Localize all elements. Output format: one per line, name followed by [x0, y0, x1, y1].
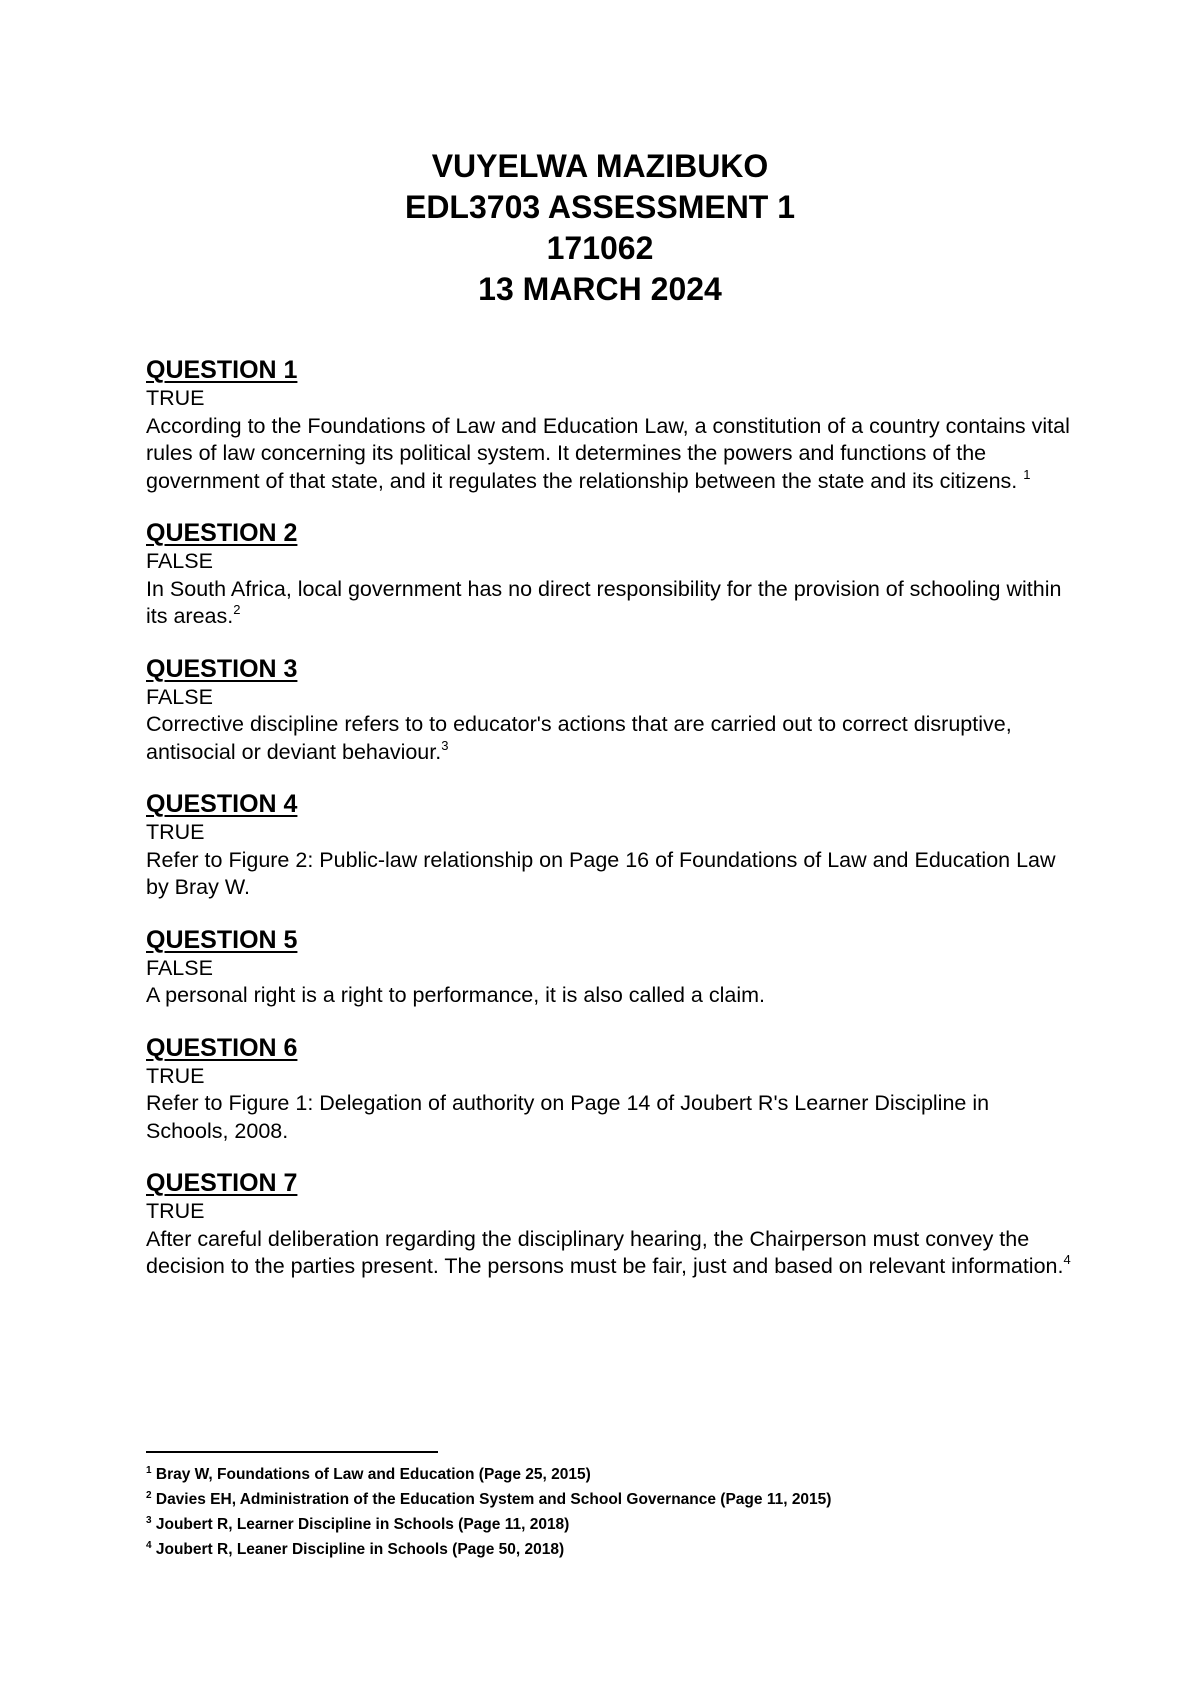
question-2	[146, 518, 1076, 631]
question-answer: FALSE	[146, 684, 213, 709]
student-number: 171062	[546, 230, 654, 266]
explanation-text: In South Africa, local government has no direct responsibility for the provision of schooling within its areas.	[146, 576, 1062, 628]
question-heading: QUESTION 2	[146, 519, 298, 547]
question-answer: FALSE	[146, 955, 213, 980]
explanation-text: Refer to Figure 1: Delegation of authority on Page 14 of Joubert R's Learner Discipline in Schools, 2008.	[146, 1091, 990, 1143]
footnote-text: Davies EH, Administration of the Education System and School Governance (Page 11, 2015)	[151, 1491, 832, 1508]
question-explanation	[146, 413, 1076, 496]
question-answer: TRUE	[146, 386, 205, 410]
question-explanation	[146, 576, 1076, 631]
question-answer: TRUE	[146, 820, 205, 844]
question-heading: QUESTION 7	[146, 1169, 298, 1197]
footnote-3	[146, 1512, 1126, 1537]
assessment-title: EDL3703 ASSESSMENT 1	[404, 189, 796, 225]
footnote-ref: 1	[1023, 466, 1031, 482]
question-explanation	[146, 847, 1076, 902]
question-explanation	[146, 982, 1076, 1010]
explanation-text: Corrective discipline refers to to educator's actions that are carried out to correct disruptive, antisocial or deviant behaviour.	[146, 712, 1012, 764]
question-6	[146, 1033, 1076, 1146]
explanation-text: According to the Foundations of Law and Education Law, a constitution of a country contains vital rules of law concerning its political system. It determines the powers and functions of the government of that state, and it regulates the relationship between the state and its citizens.	[146, 413, 1070, 493]
footnote-number: 4	[146, 1540, 152, 1551]
question-answer: TRUE	[146, 1199, 205, 1223]
footnote-number: 3	[146, 1515, 152, 1526]
footnote-number: 1	[146, 1465, 152, 1476]
question-3	[146, 654, 1076, 767]
footnote-4	[146, 1537, 1126, 1562]
question-explanation	[146, 711, 1076, 766]
question-7	[146, 1168, 1076, 1281]
question-heading: QUESTION 6	[146, 1033, 298, 1062]
footnote-number: 2	[146, 1490, 152, 1501]
question-heading: QUESTION 1	[146, 356, 298, 384]
footnote-2	[146, 1487, 1126, 1512]
footnote-1	[146, 1462, 1126, 1487]
explanation-text: After careful deliberation regarding the disciplinary hearing, the Chairperson must convey the decision to the parties present. The persons must be fair, just and based on relevant information.	[146, 1226, 1064, 1278]
submission-date: 13 MARCH 2024	[478, 271, 722, 307]
explanation-text: A personal right is a right to performance, it is also called a claim.	[146, 983, 766, 1007]
footnote-separator	[146, 1451, 438, 1453]
question-answer: TRUE	[146, 1063, 205, 1088]
question-4	[146, 789, 1076, 902]
question-heading: QUESTION 4	[146, 790, 298, 818]
questions-list	[146, 355, 1076, 1304]
question-answer: FALSE	[146, 549, 213, 573]
footnotes	[146, 1462, 1126, 1562]
question-explanation	[146, 1226, 1076, 1281]
footnote-ref: 3	[441, 737, 449, 753]
footnote-ref: 2	[233, 602, 241, 617]
question-heading: QUESTION 3	[146, 654, 298, 683]
question-5	[146, 925, 1076, 1010]
footnote-text: Bray W, Foundations of Law and Education (Page 25, 2015)	[151, 1466, 591, 1483]
explanation-text: Refer to Figure 2: Public-law relationship on Page 16 of Foundations of Law and Education Law by Bray W.	[146, 847, 1056, 899]
footnote-text: Joubert R, Leaner Discipline in Schools (Page 50, 2018)	[151, 1541, 565, 1558]
question-heading: QUESTION 5	[146, 925, 298, 954]
title-block	[0, 146, 1200, 310]
question-explanation	[146, 1090, 1076, 1145]
footnote-text: Joubert R, Learner Discipline in Schools (Page 11, 2018)	[151, 1516, 570, 1533]
question-1	[146, 355, 1076, 495]
footnote-ref: 4	[1063, 1252, 1071, 1267]
student-name: VUYELWA MAZIBUKO	[431, 148, 769, 184]
